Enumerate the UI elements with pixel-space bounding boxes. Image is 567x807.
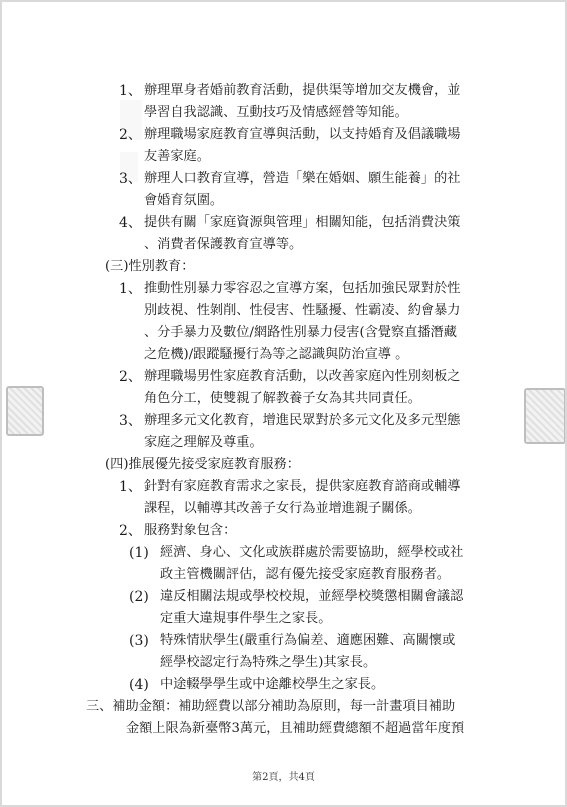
item-number: (1) <box>129 545 149 561</box>
text-line: 辦理職場家庭教育宣導與活動，以支持婚育及倡議職場 <box>144 127 461 142</box>
text-line: 違反相關法規或學校校規，並經學校獎懲相關會議認 <box>160 589 464 604</box>
text-line: 、分手暴力及數位/網路性別暴力侵害(含覺察直播潛藏 <box>144 325 457 340</box>
text-line: 經濟、身心、文化或族群處於需要協助，經學校或社 <box>160 545 464 560</box>
item-number: 1、 <box>119 281 142 297</box>
text-line: 、消費者保護教育宣導等。 <box>144 237 303 252</box>
text-line: 會婚育氛圍。 <box>144 193 224 208</box>
text-line: 辦理職場男性家庭教育活動，以改善家庭內性別刻板之 <box>144 369 461 384</box>
item-number: (2) <box>129 589 149 605</box>
text-line: (四)推展優先接受家庭教育服務： <box>105 457 300 472</box>
text-line: 辦理人口教育宣導，營造「樂在婚姻、願生能養」的社 <box>144 171 461 186</box>
text-line: 定重大違規事件學生之家長。 <box>160 611 332 626</box>
item-number: (3) <box>129 633 149 649</box>
text-line: 家庭之理解及尊重。 <box>144 435 263 450</box>
item-number: 4、 <box>119 215 142 231</box>
right-seal-stamp <box>524 388 566 444</box>
text-line: 中途輟學學生或中途離校學生之家長。 <box>160 677 385 692</box>
text-line: 特殊情狀學生(嚴重行為偏差、適應困難、高關懷或 <box>160 633 456 648</box>
text-line: 學習自我認識、互動技巧及情感經營等知能。 <box>144 105 408 120</box>
text-line: 角色分工，使雙親了解教養子女為其共同責任。 <box>144 391 421 406</box>
left-seal-stamp <box>6 386 44 436</box>
text-line: 課程，以輔導其改善子女行為並增進親子關係。 <box>144 501 421 516</box>
text-line: 經學校認定行為特殊之學生)其家長。 <box>160 655 377 670</box>
text-line: 辦理單身者婚前教育活動，提供渠等增加交友機會，並 <box>144 83 461 98</box>
item-number: 2、 <box>119 127 142 143</box>
text-line: 友善家庭。 <box>144 149 210 164</box>
item-number: 2、 <box>119 523 142 539</box>
item-number: 2、 <box>119 369 142 385</box>
text-line: 金額上限為新臺幣3萬元，且補助經費總額不超過當年度預 <box>126 721 465 736</box>
item-number: (4) <box>129 677 149 693</box>
text-line: 辦理多元文化教育，增進民眾對於多元文化及多元型態 <box>144 413 461 428</box>
text-line: 之危機)/跟蹤騷擾行為等之認識與防治宣導 。 <box>144 347 409 362</box>
text-line: 服務對象包含： <box>144 523 237 538</box>
item-number: 3、 <box>119 171 142 187</box>
text-line: 別歧視、性剝削、性侵害、性騷擾、性霸凌、約會暴力 <box>144 303 461 318</box>
text-line: 三、補助金額：補助經費以部分補助為原則，每一計畫項目補助 <box>86 699 456 714</box>
item-number: 3、 <box>119 413 142 429</box>
text-line: 提供有關「家庭資源與管理」相關知能，包括消費決策 <box>144 215 461 230</box>
text-line: (三)性別教育： <box>105 259 195 274</box>
text-line: 政主管機關評估，認有優先接受家庭教育服務者。 <box>160 567 451 582</box>
item-number: 1、 <box>119 479 142 495</box>
item-number: 1、 <box>119 83 142 99</box>
text-line: 針對有家庭教育需求之家長，提供家庭教育諮商或輔導 <box>144 479 461 494</box>
page-number: 第2頁，共4頁 <box>252 772 315 783</box>
text-line: 推動性別暴力零容忍之宣導方案，包括加強民眾對於性 <box>144 281 461 296</box>
